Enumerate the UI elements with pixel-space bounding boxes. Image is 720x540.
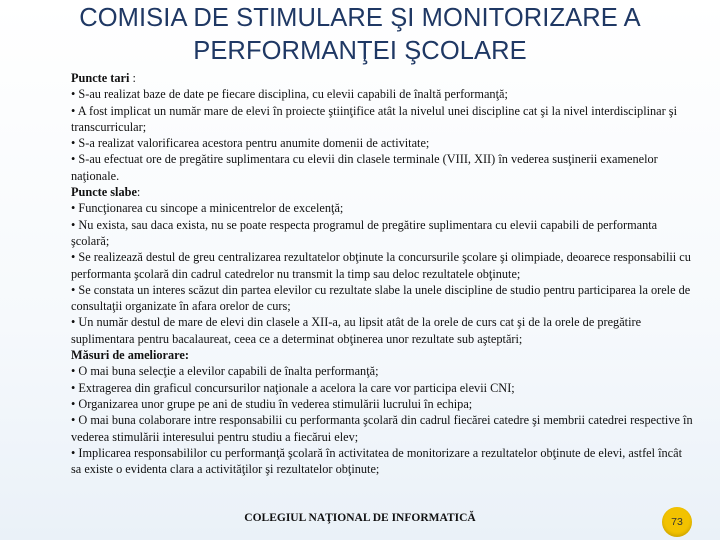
- list-item: • S-au realizat baze de date pe fiecare disciplina, cu elevii capabili de înaltă performanţă;: [71, 87, 508, 102]
- section-heading-weaknesses: [71, 184, 693, 200]
- list-item: • Organizarea unor grupe pe ani de studiu în vederea stimulării lucrului în echipa;: [71, 396, 473, 411]
- section-heading-improvements: [71, 347, 693, 363]
- page-number-badge: 73: [662, 507, 692, 537]
- list-item: • Nu exista, sau daca exista, nu se poate respecta programul de pregătire suplimentara cu elevii capabili de performanta şcolară;: [71, 217, 658, 248]
- list-item: • Se constata un interes scăzut din partea elevilor cu rezultate slabe la unele discipline de studio pentru participarea la orele de consultaţii organizate în afara orelor de curs;: [71, 282, 691, 314]
- list-item: • O mai buna colaborare intre responsabilii cu performanta şcolară din cadrul fiecărei catedre şi membrii catedrei respective în vederea stimulării interesului pentru studiu a fiecărui elev;: [71, 413, 693, 444]
- list-item: • Un număr destul de mare de elevi din clasele a XII-a, au lipsit atât de la orele de curs cat şi de la orele de pregătire suplimentara pentru bacalaureat, ceea ce a determinat obţinerea unor rezultate sub aşteptări;: [71, 315, 642, 346]
- section-heading-label: Măsuri de ameliorare:: [71, 348, 189, 363]
- list-item: • Extragerea din graficul concursurilor naţionale a acelora la care vor participa elevii CNI;: [71, 380, 515, 395]
- section-heading-separator: :: [129, 71, 136, 85]
- list-item: • Funcţionarea cu sincope a minicentrelor de excelenţă;: [71, 201, 344, 216]
- slide-title: [0, 2, 720, 68]
- list-item: • A fost implicat un număr mare de elevi în proiecte ştiinţifice atât la nivelul unei discipline cat şi la nivel interdisciplinar şi transcurricular;: [71, 103, 677, 134]
- title-line-1: COMISIA DE STIMULARE ŞI MONITORIZARE A: [79, 4, 641, 32]
- list-item: • O mai buna selecţie a elevilor capabili de înalta performanţă;: [71, 364, 379, 379]
- list-item: • Implicarea responsabililor cu performanţă şcolară în activitatea de monitorizare a rezultatelor obţinute de elevi, astfel încât sa existe o evidenta clara a activităţilor şi rezultatelor obţinute;: [71, 445, 683, 477]
- list-item: • S-au efectuat ore de pregătire suplimentara cu elevii din clasele terminale (VIII, XII) în vederea susţinerii examenelor naţionale.: [71, 152, 658, 183]
- title-line-2: PERFORMANŢEI ŞCOLARE: [193, 37, 527, 65]
- section-heading-strengths: [71, 70, 693, 86]
- list-item: • Se realizează destul de greu centralizarea rezultatelor obţinute la concursurile şcolare şi olimpiade, deoarece responsabilii cu performanta şcolară din cadrul catedrelor nu transmit la timp sau deloc rezultatele obţinute;: [71, 250, 691, 281]
- slide-footer: COLEGIUL NAŢIONAL DE INFORMATICĂ: [244, 512, 476, 524]
- slide-content: [71, 70, 693, 477]
- list-item: • S-a realizat valorificarea acestora pentru anumite domenii de activitate;: [71, 136, 430, 151]
- section-heading-separator: :: [136, 185, 141, 200]
- section-heading-label: Puncte tari: [71, 71, 130, 85]
- section-heading-label: Puncte slabe: [71, 185, 137, 200]
